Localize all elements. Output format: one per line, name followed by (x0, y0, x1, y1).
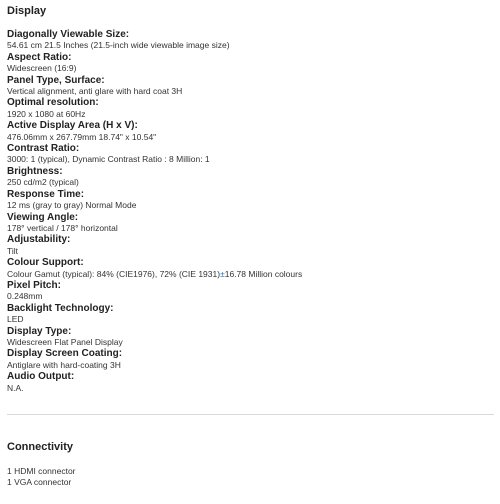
connectivity-item-vga: 1 VGA connector (7, 477, 72, 488)
spec-value (7, 269, 492, 280)
connectivity-section-title: Connectivity (7, 441, 74, 453)
spec-value: 178° vertical / 178° horizontal (7, 222, 118, 233)
spec-label: Optimal resolution: (7, 97, 99, 109)
spec-value: N.A. (7, 382, 24, 393)
spec-value: Widescreen Flat Panel Display (7, 336, 123, 347)
spec-value: LED (7, 314, 24, 325)
spec-label: Diagonally Viewable Size: (7, 29, 130, 40)
spec-value: 250 cd/m2 (typical) (7, 177, 79, 188)
spec-label: Response Time: (7, 188, 85, 200)
connectivity-list (7, 466, 76, 489)
spec-response-time (7, 189, 492, 212)
spec-label: Adjustability: (7, 234, 71, 246)
display-section-title: Display (7, 5, 47, 17)
spec-panel-type (7, 75, 492, 98)
colour-count-text: 16.78 Million colours (224, 268, 303, 279)
spec-viewing-angle (7, 212, 492, 235)
spec-value: 54.61 cm 21.5 Inches (21.5-inch wide viewable image size) (7, 40, 230, 51)
spec-label: Contrast Ratio: (7, 143, 80, 155)
spec-label: Display Screen Coating: (7, 348, 123, 360)
spec-value: Antiglare with hard-coating 3H (7, 359, 121, 370)
connectivity-item-hdmi: 1 HDMI connector (7, 466, 76, 476)
spec-brightness (7, 166, 492, 189)
spec-contrast-ratio (7, 143, 492, 166)
spec-label: Brightness: (7, 165, 63, 177)
spec-label: Pixel Pitch: (7, 279, 61, 291)
spec-label: Audio Output: (7, 371, 75, 383)
spec-value: Widescreen (16:9) (7, 63, 77, 74)
spec-diagonal-size (7, 29, 492, 52)
spec-value: 3000: 1 (typical), Dynamic Contrast Ratio : 8 Million: 1 (7, 154, 210, 165)
spec-value: 1920 x 1080 at 60Hz (7, 108, 86, 119)
section-divider (7, 414, 494, 415)
spec-label: Display Type: (7, 325, 72, 337)
spec-label: Aspect Ratio: (7, 51, 72, 63)
spec-value: Tilt (7, 245, 19, 256)
spec-value: 476.06mm x 267.79mm 18.74" x 10.54" (7, 131, 157, 142)
spec-adjustability (7, 234, 492, 257)
spec-label: Active Display Area (H x V): (7, 120, 138, 132)
spec-colour-support (7, 257, 492, 280)
spec-display-type (7, 326, 492, 349)
spec-aspect-ratio (7, 52, 492, 75)
spec-value: Vertical alignment, anti glare with hard coat 3H (7, 86, 183, 97)
spec-pixel-pitch (7, 280, 492, 303)
spec-optimal-resolution (7, 97, 492, 120)
spec-label: Viewing Angle: (7, 211, 79, 223)
spec-audio-output (7, 371, 492, 394)
spec-value: 0.248mm (7, 291, 43, 302)
spec-label: Colour Support: (7, 257, 84, 269)
plus-minus-symbol: ± (220, 268, 225, 279)
spec-value: 12 ms (gray to gray) Normal Mode (7, 200, 137, 211)
spec-label: Panel Type, Surface: (7, 74, 105, 86)
colour-gamut-text: Colour Gamut (typical): 84% (CIE1976), 72% (CIE 1931) (7, 268, 221, 279)
spec-active-display-area (7, 120, 492, 143)
spec-backlight-technology (7, 303, 492, 326)
spec-label: Backlight Technology: (7, 302, 114, 314)
spec-display-screen-coating (7, 348, 492, 371)
display-spec-list (7, 29, 492, 394)
